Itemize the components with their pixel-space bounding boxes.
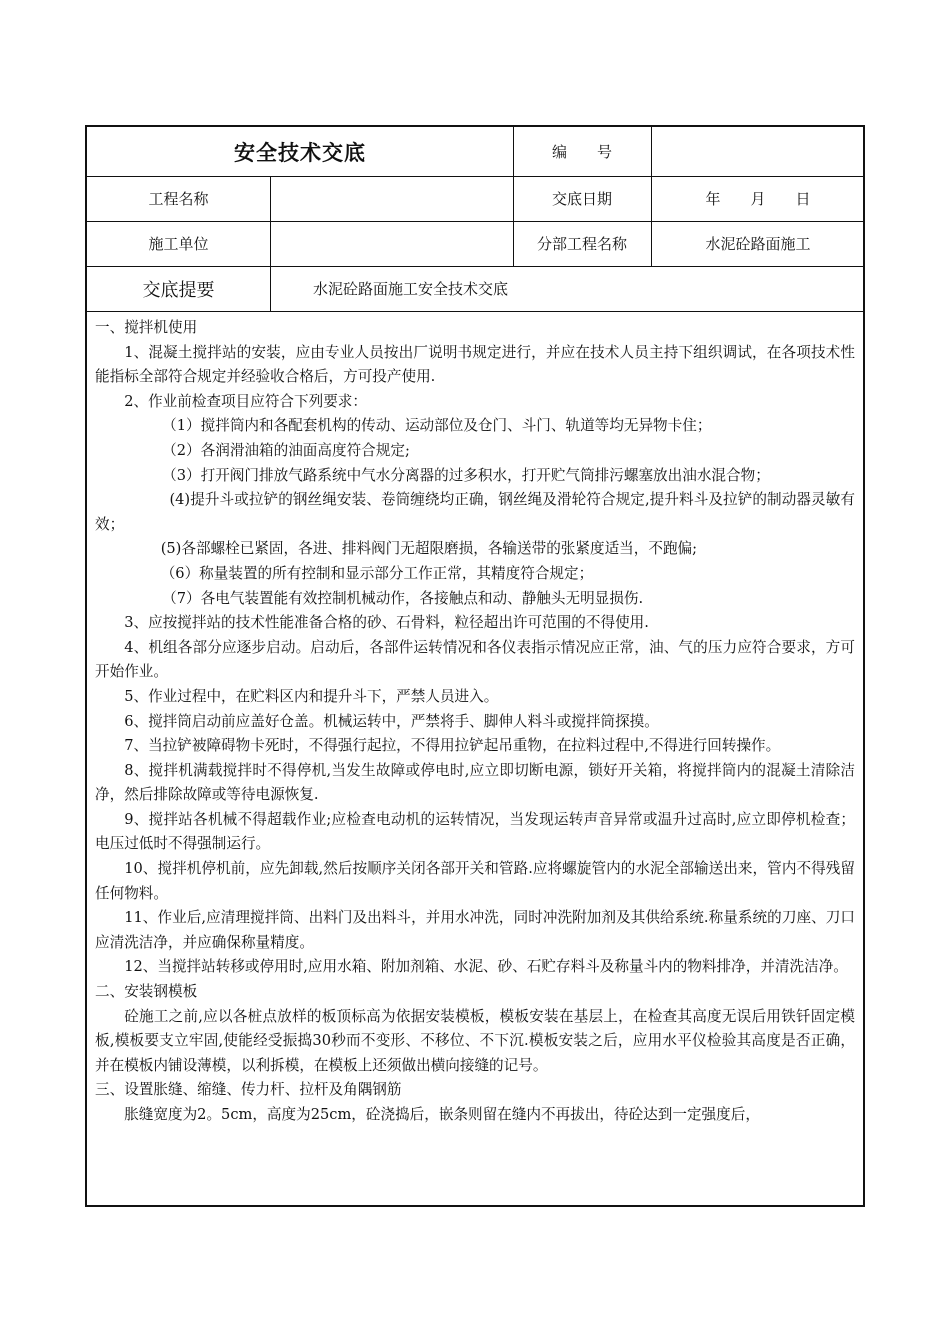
sub-item: (5)各部螺栓已紧固，各进、排料阀门无超限磨损，各输送带的张紧度适当，不跑偏; (160, 540, 698, 558)
unit-label: 施工单位 (148, 235, 209, 253)
sub-item: （3）打开阀门排放气路系统中气水分离器的过多积水，打开贮气筒排污螺塞放出油水混合物； (162, 466, 770, 484)
number-value (651, 127, 865, 176)
paragraph: 8、搅拌机满载搅拌时不得停机,当发生故障或停电时,应立即切断电源，锁好开关箱，将搅拌筒内的混凝土清除洁净，然后排除故障或等待电源恢复. (95, 761, 855, 804)
subproject-label: 分部工程名称 (536, 235, 627, 253)
paragraph: 6、搅拌筒启动前应盖好仓盖。机械运转中，严禁将手、脚伸人料斗或搅拌筒探摸。 (124, 712, 659, 730)
section-heading: 三、设置胀缝、缩缝、传力杆、拉杆及角隅钢筋 (95, 1081, 402, 1099)
paragraph: 1、混凝土搅拌站的安装，应由专业人员按出厂说明书规定进行，并应在技术人员主持下组织调试，在各项技术性能指标全部符合规定并经验收合格后，方可投产使用. (95, 343, 855, 386)
paragraph: 2、作业前检查项目应符合下列要求： (124, 392, 367, 410)
paragraph: 10、搅拌机停机前，应先卸载,然后按顺序关闭各部开关和管路.应将螺旋管内的水泥全部输送出来，管内不得残留任何物料。 (95, 860, 855, 902)
project-name-label: 工程名称 (148, 190, 209, 208)
sub-item: （7）各电气装置能有效控制机械动作，各接触点和动、静触头无明显损伤. (162, 589, 644, 607)
sub-item: （1）搅拌筒内和各配套机构的传动、运动部位及仓门、斗门、轨道等均无异物卡住； (162, 417, 712, 435)
paragraph: 12、当搅拌站转移或停用时,应用水箱、附加剂箱、水泥、砂、石贮存料斗及称量斗内的物料排净，并清洗洁净。 (124, 958, 848, 976)
summary-label: 交底提要 (142, 279, 215, 301)
paragraph: 11、作业后,应清理搅拌筒、出料门及出料斗，并用水冲洗，同时冲洗附加剂及其供给系统.称量系统的刀座、刀口应清洗洁净，并应确保称量精度。 (95, 909, 855, 951)
summary-value: 水泥砼路面施工安全技术交底 (313, 280, 509, 298)
paragraph: 4、机组各部分应逐步启动。启动后，各部件运转情况和各仪表指示情况应正常，油、气的压力应符合要求，方可开始作业。 (95, 638, 855, 681)
sub-item: （2）各润滑油箱的油面高度符合规定; (162, 441, 410, 459)
paragraph: 砼施工之前,应以各桩点放样的板顶标高为依据安装模板，模板安装在基层上，在检查其高度无误后用铁钎固定模板,模板要支立牢固,使能经受振捣30秒而不变形、不移位、不下沉.模板安装之后，应用水平仪检验其高度是否正确，并在模板内铺设薄模，以利拆模，在模板上还须做出横向接缝的记号。 (95, 1007, 855, 1074)
disclosure-form (85, 125, 865, 1207)
paragraph: 7、当拉铲被障碍物卡死时，不得强行起拉，不得用拉铲起吊重物，在拉料过程中,不得进行回转操作。 (124, 737, 781, 755)
date-value: 年 月 日 (705, 190, 811, 208)
section-heading: 二、安装钢模板 (95, 983, 198, 1001)
disclosure-body (95, 316, 855, 1205)
section-heading: 一、搅拌机使用 (95, 319, 198, 336)
number-label: 编 号 (551, 143, 612, 161)
subproject-value: 水泥砼路面施工 (705, 235, 811, 253)
paragraph: 9、搅拌站各机械不得超载作业;应检查电动机的运转情况，当发现运转声音异常或温升过高时,应立即停机检查；电压过低时不得强制运行。 (95, 810, 855, 853)
document-title: 安全技术交底 (234, 139, 366, 165)
paragraph: 3、应按搅拌站的技术性能准备合格的砂、石骨料，粒径超出许可范围的不得使用. (124, 614, 649, 632)
unit-value (270, 221, 513, 266)
sub-item: （6）称量装置的所有控制和显示部分工作正常，其精度符合规定； (160, 564, 594, 582)
date-label: 交底日期 (551, 190, 612, 208)
sub-item: (4)提升斗或拉铲的钢丝绳安装、卷筒缠绕均正确，钢丝绳及滑轮符合规定,提升料斗及拉铲的制动器灵敏有效； (95, 491, 855, 533)
paragraph: 5、作业过程中，在贮料区内和提升斗下，严禁人员进入。 (124, 687, 499, 705)
project-name-value (270, 176, 513, 221)
paragraph: 胀缝宽度为2。5cm，高度为25cm，砼浇捣后，嵌条则留在缝内不再拔出，待砼达到一定强度后， (124, 1106, 760, 1123)
